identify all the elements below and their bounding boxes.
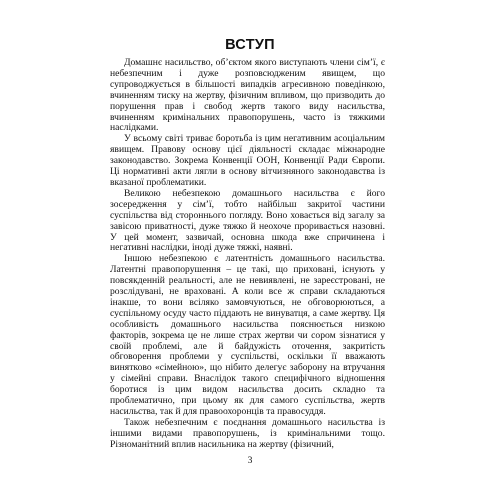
paragraph-4: Іншою небезпекою є латентність домашнього насильства. Латентні правопорушення – це такі, що приховані, існують у повсякденній реальності, але не невиявлені, не зареєстровані, не розслідувані, не враховані. А коли все ж справи складаються інакше, то вони всіляко замовчуються, не обговорюються, а суспільному осуду часто піддають не винуватця, а саме жертву. Ця особливість домашнього насильства пояснюється низкою факторів, зокрема це не лише страх жертви чи сором зізнатися у своїй проблемі, але й байдужість оточення, закритість обговорення проблеми у суспільстві, оскільки її вважають винятково «сімейною», що нібито делегує заборону на втручання у сімейні справи. Внаслідок такого специфічного відношення боротися із цим видом насильства досить складно та проблематично, при цьому як для самого суспільства, жертв насильства, так й для правоохоронців та правосуддя. <box>110 253 385 417</box>
paragraph-1: Домашнє насильство, об’єктом якого виступають члени сім’ї, є небезпечним і дуже розповсюдженим явищем, що супроводжується в більшості випадків агресивною поведінкою, вчиненням тиску на жертву, фізичним впливом, що призводить до порушення прав і свобод жертв такого виду насильства, вчиненням кримінальних правопорушень, часто із тяжкими наслідками. <box>110 57 385 134</box>
page-title: ВСТУП <box>225 37 275 53</box>
page-number: 3 <box>247 455 253 466</box>
paragraph-3: Великою небезпекою домашнього насильства є його зосередження у сім’ї, тобто найбільш закритої частини суспільства від стороннього погляду. Воно ховається від загалу за завісою приватності, дуже тяжко й неохоче проривається назовні. У цей момент, зазвичай, основна шкода вже спричинена і негативні наслідки, іноді дуже тяжкі, наявні. <box>110 187 385 254</box>
body-text <box>110 58 385 451</box>
paragraph-2: У всьому світі триває боротьба із цим негативним асоціальним явищем. Правову основу цієї діяльності складає міжнародне законодавство. Зокрема Конвенції ООН, Конвенції Ради Європи. Ці нормативні акти лягли в основу вітчизняного законодавства із вказаної проблематики. <box>110 133 385 188</box>
paragraph-5: Також небезпечним є поєднання домашнього насильства із іншими видами правопорушень, із кримінальними тощо. Різноманітний вплив насильника на жертву (фізичний, <box>110 416 385 450</box>
